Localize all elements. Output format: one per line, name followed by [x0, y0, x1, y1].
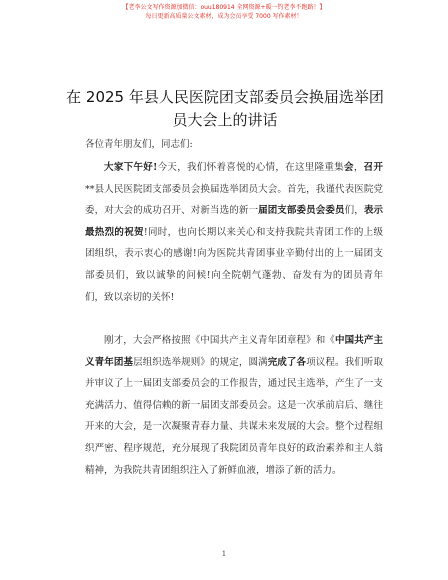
bold-text: 中国共产主义青年团基 [85, 335, 383, 368]
bold-text: 召开 [363, 162, 383, 173]
watermark-banner-line1: 【老李公文写作资源加微信：ouu180914 全网资源+暖一钓老李不跑路！】 [122, 4, 326, 11]
body-text: 刚才，大会严格按照《中国共产主义青年团章程》和《 [104, 335, 335, 346]
document-title: 在 2025 年县人民医院团支部委员会换届选举团员大会上的讲话 [66, 88, 384, 129]
body-text: ， [353, 162, 364, 173]
body-text: 今天，我们怀着喜悦的心情，在这里隆重集 [157, 162, 345, 173]
bold-text: 会 [344, 162, 354, 173]
watermark-banner-line2: 每日更新高质量公文素材，成为会员享受 7000 写作素材！ [145, 13, 303, 20]
bold-text: 完成了各 [267, 356, 307, 368]
paragraph-review [85, 330, 383, 481]
greeting: 各位青年朋友们，同志们: [85, 139, 193, 150]
paragraph-opening [85, 157, 383, 308]
bold-text: 届团支部委员会委员 [258, 205, 345, 217]
body-text: !同时，也向长期以来关心和支持我院共青团工作的上级团组织，表示衷心的感谢!向为医院共青团事业辛勤付出的上一届团支部委员们，致以诚挚的问候!向全院朝气蓬勃、奋发有为的团员青年们，致以亲切的关怀! [85, 226, 383, 303]
bold-text: 表示最热烈的祝贺 [85, 205, 383, 238]
body-text: **县人民医院团支部委员会换届选举团员大会。首先，我谨代表医院党委，对大会的成功召开、对新当选的新一 [85, 183, 383, 217]
body-text: 层组织选举规则》的规定，圆满 [133, 356, 268, 368]
page-number: 1 [221, 550, 227, 558]
body-text: 们， [344, 205, 364, 217]
bold-text: 大家下午好! [104, 162, 158, 173]
body-text: 项议程。我们听取并审议了上一届团支部委员会的工作报告，通过民主选举，产生了一支充满活力、值得信赖的新一届团支部委员会。这是一次承前启后、继往开来的大会，是一次凝聚青春力量、共谋未来发展的大会。整个过程组织严密、程序规范，充分展现了我院团员青年良好的政治素养和主人翁精神，为我院共青团组织注入了新鲜血液，增添了新的活力。 [85, 356, 383, 476]
